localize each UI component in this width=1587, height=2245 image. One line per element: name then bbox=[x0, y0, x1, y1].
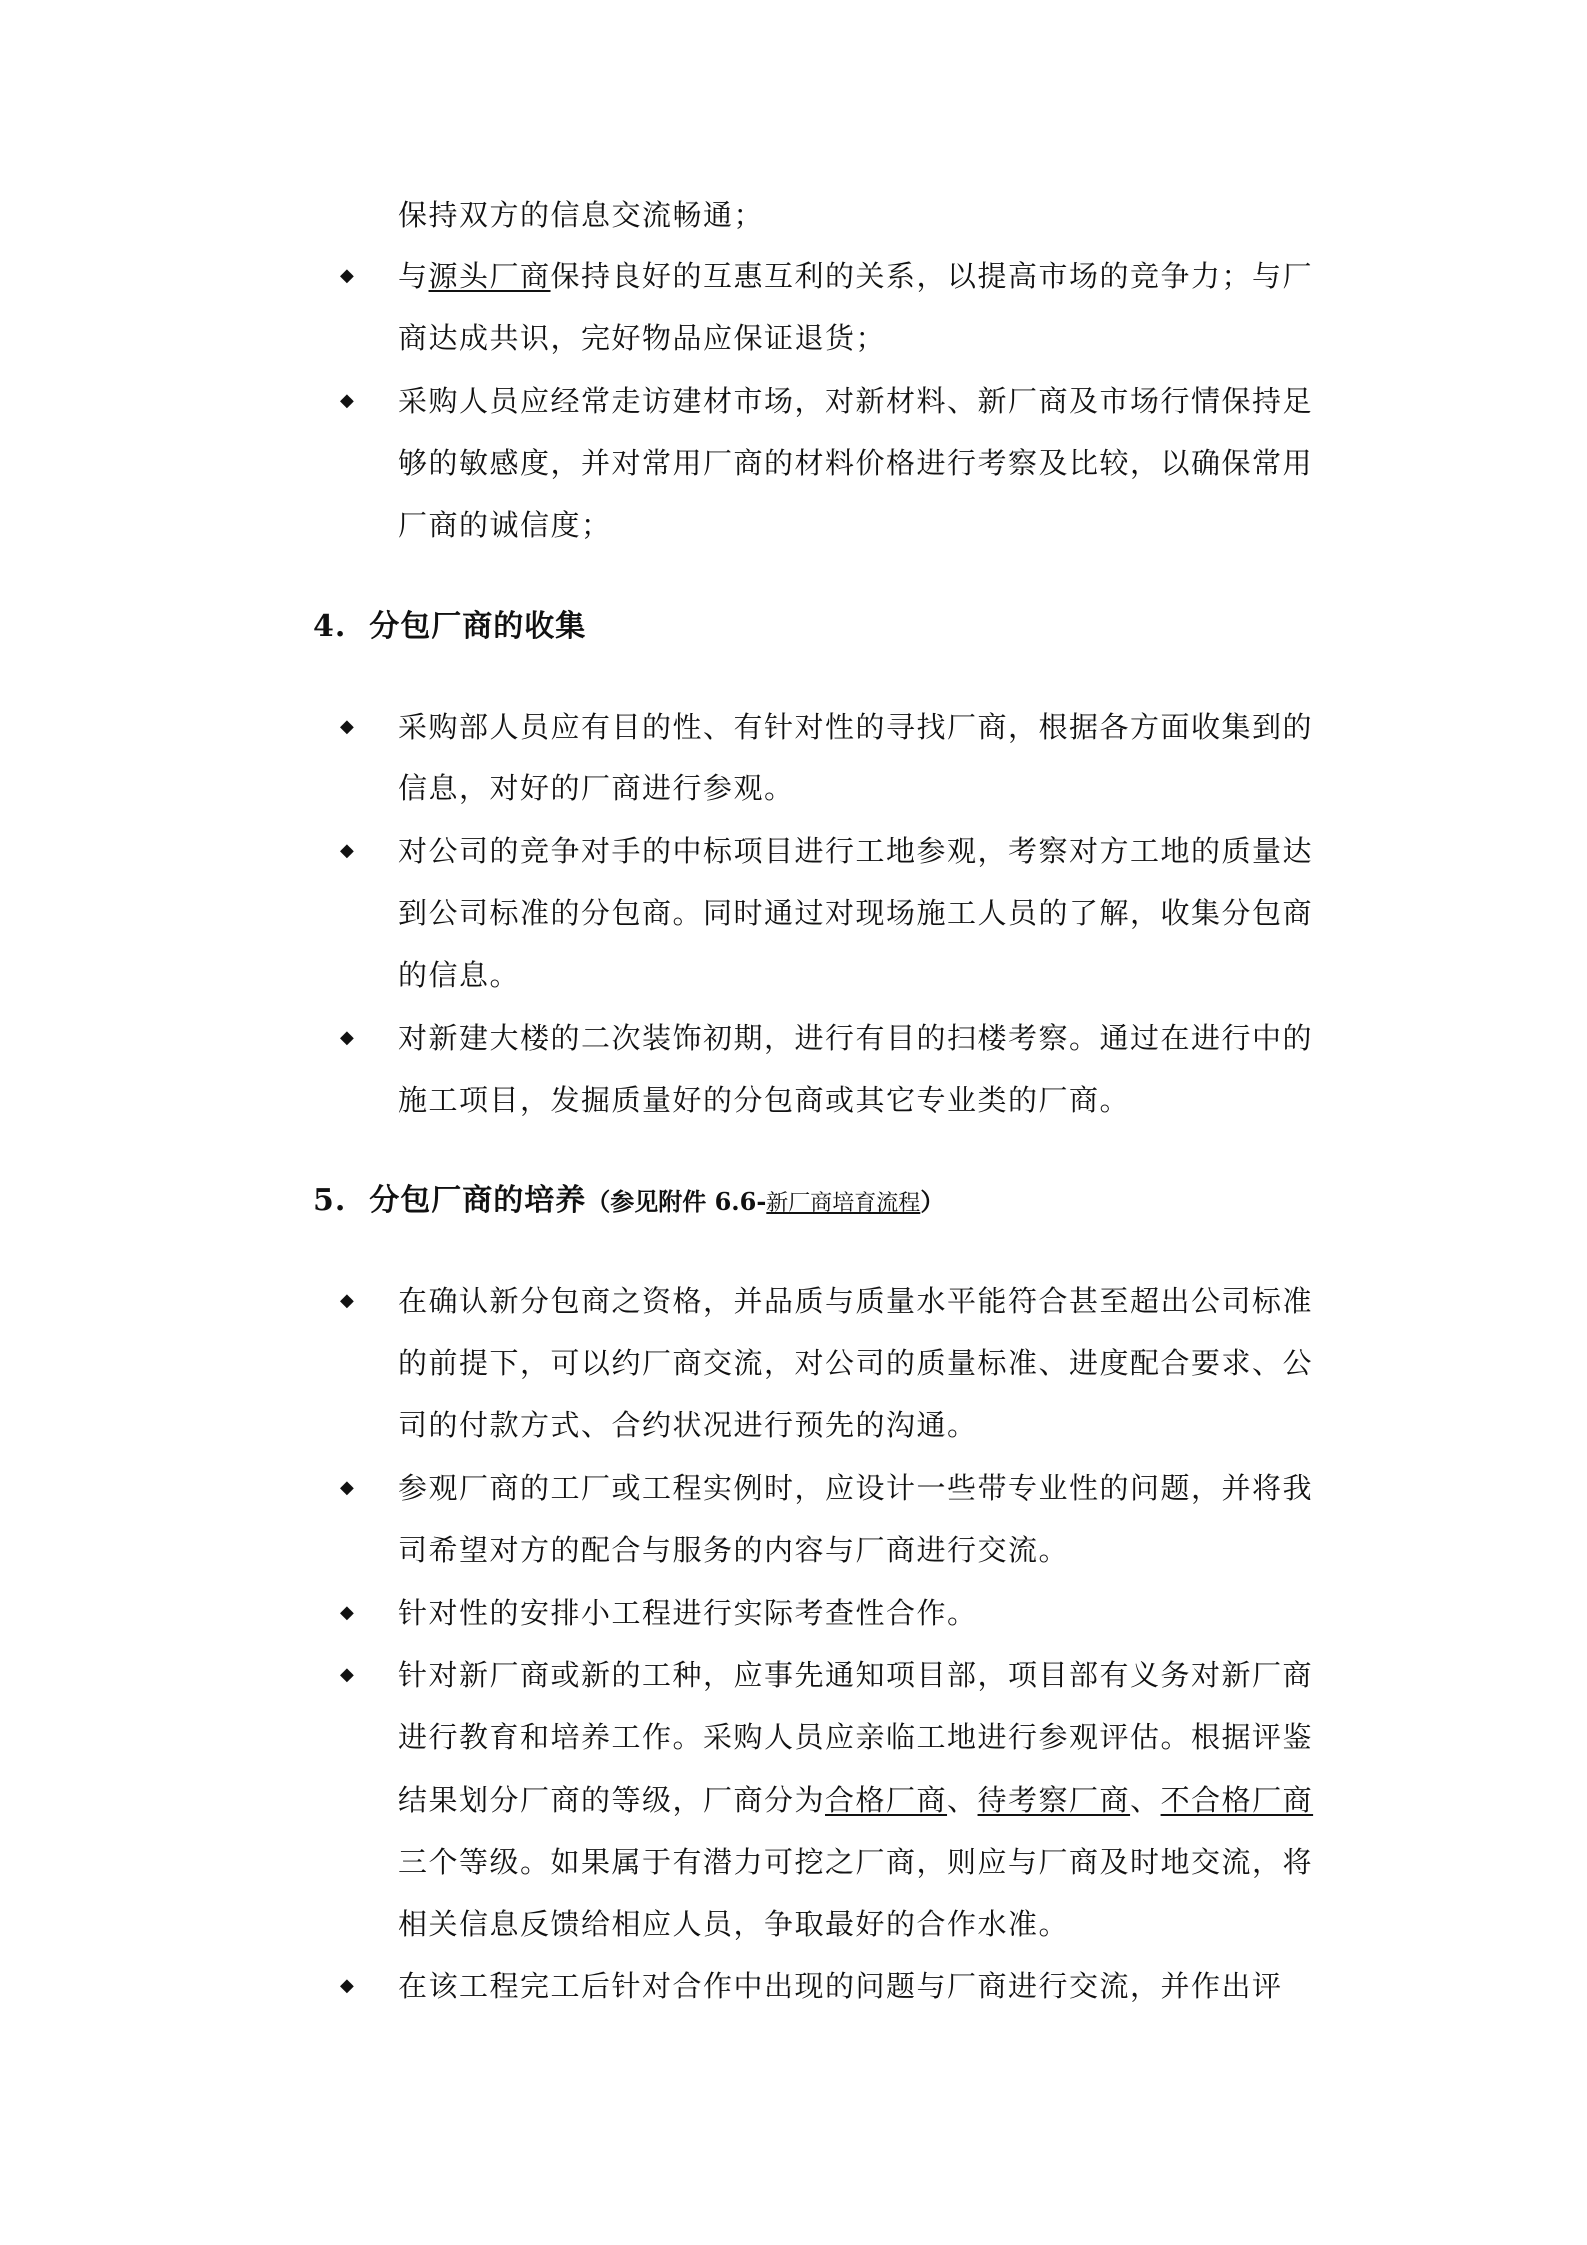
bullet-line bbox=[398, 256, 1313, 296]
reference-prefix: （参见附件 6.6- bbox=[586, 1187, 767, 1216]
section-number: 4. bbox=[313, 609, 347, 644]
bullet-line: 对公司的竞争对手的中标项目进行工地参观，考察对方工地的质量达 bbox=[398, 834, 1314, 868]
bullet-diamond-icon: ◆ bbox=[340, 390, 354, 411]
bullet-line: 针对新厂商或新的工种，应事先通知项目部，项目部有义务对新厂商 bbox=[398, 1658, 1314, 1692]
bullet-line: 厂商的诚信度； bbox=[398, 508, 612, 542]
bullet-line: 够的敏感度，并对常用厂商的材料价格进行考察及比较，以确保常用 bbox=[398, 446, 1314, 480]
bullet-line: 司的付款方式、合约状况进行预先的沟通。 bbox=[398, 1408, 978, 1442]
bullet-line: 在确认新分包商之资格，并品质与质量水平能符合甚至超出公司标准 bbox=[398, 1284, 1314, 1318]
section-heading-4 bbox=[313, 607, 586, 647]
text-segment: 结果划分厂商的等级，厂商分为 bbox=[398, 1783, 826, 1817]
section-heading-5 bbox=[313, 1181, 944, 1221]
appendix-link[interactable]: 新厂商培育流程 bbox=[766, 1191, 921, 1216]
bullet-line: 在该工程完工后针对合作中出现的问题与厂商进行交流，并作出评 bbox=[398, 1969, 1283, 2003]
pending-vendor-link[interactable]: 待考察厂商 bbox=[977, 1783, 1131, 1817]
bullet-line: 司希望对方的配合与服务的内容与厂商进行交流。 bbox=[398, 1533, 1070, 1567]
bullet-line: 信息，对好的厂商进行参观。 bbox=[398, 771, 795, 805]
separator: 、 bbox=[947, 1783, 978, 1817]
bullet-line: 针对性的安排小工程进行实际考查性合作。 bbox=[398, 1596, 978, 1630]
bullet-line: 三个等级。如果属于有潜力可挖之厂商，则应与厂商及时地交流，将 bbox=[398, 1845, 1314, 1879]
qualified-vendor-link[interactable]: 合格厂商 bbox=[825, 1783, 948, 1817]
bullet-line: 相关信息反馈给相应人员，争取最好的合作水准。 bbox=[398, 1907, 1070, 1941]
bullet-diamond-icon: ◆ bbox=[340, 1975, 354, 1996]
bullet-diamond-icon: ◆ bbox=[340, 1664, 354, 1685]
bullet-line: 商达成共识，完好物品应保证退货； bbox=[398, 321, 887, 355]
bullet-line: 到公司标准的分包商。同时通过对现场施工人员的了解，收集分包商 bbox=[398, 896, 1314, 930]
bullet-line: 施工项目，发掘质量好的分包商或其它专业类的厂商。 bbox=[398, 1083, 1131, 1117]
bullet-line: 对新建大楼的二次装饰初期，进行有目的扫楼考察。通过在进行中的 bbox=[398, 1021, 1314, 1055]
reference-suffix: ） bbox=[920, 1187, 945, 1216]
bullet-line: 采购人员应经常走访建材市场，对新材料、新厂商及市场行情保持足 bbox=[398, 384, 1314, 418]
source-vendor-link[interactable]: 源头厂商 bbox=[428, 259, 551, 293]
bullet-line: 的前提下，可以约厂商交流，对公司的质量标准、进度配合要求、公 bbox=[398, 1346, 1314, 1380]
bullet-line bbox=[398, 1780, 1313, 1820]
bullet-line: 的信息。 bbox=[398, 958, 521, 992]
text-segment: 与 bbox=[398, 259, 429, 293]
separator: 、 bbox=[1130, 1783, 1161, 1817]
section-title: 分包厂商的培养 bbox=[369, 1183, 587, 1218]
bullet-diamond-icon: ◆ bbox=[340, 840, 354, 861]
paragraph-continuation: 保持双方的信息交流畅通； bbox=[398, 198, 765, 232]
bullet-diamond-icon: ◆ bbox=[340, 265, 354, 286]
bullet-diamond-icon: ◆ bbox=[340, 1027, 354, 1048]
section-title: 分包厂商的收集 bbox=[369, 609, 587, 644]
bullet-diamond-icon: ◆ bbox=[340, 1602, 354, 1623]
bullet-diamond-icon: ◆ bbox=[340, 1477, 354, 1498]
unqualified-vendor-link[interactable]: 不合格厂商 bbox=[1160, 1783, 1314, 1817]
bullet-line: 进行教育和培养工作。采购人员应亲临工地进行参观评估。根据评鉴 bbox=[398, 1720, 1314, 1754]
section-reference bbox=[586, 1187, 944, 1216]
bullet-line: 参观厂商的工厂或工程实例时，应设计一些带专业性的问题，并将我 bbox=[398, 1471, 1314, 1505]
text-segment: 保持良好的互惠互利的关系，以提高市场的竞争力；与厂 bbox=[550, 259, 1314, 293]
bullet-line: 采购部人员应有目的性、有针对性的寻找厂商，根据各方面收集到的 bbox=[398, 710, 1314, 744]
section-number: 5. bbox=[313, 1183, 347, 1218]
bullet-diamond-icon: ◆ bbox=[340, 1290, 354, 1311]
bullet-diamond-icon: ◆ bbox=[340, 716, 354, 737]
